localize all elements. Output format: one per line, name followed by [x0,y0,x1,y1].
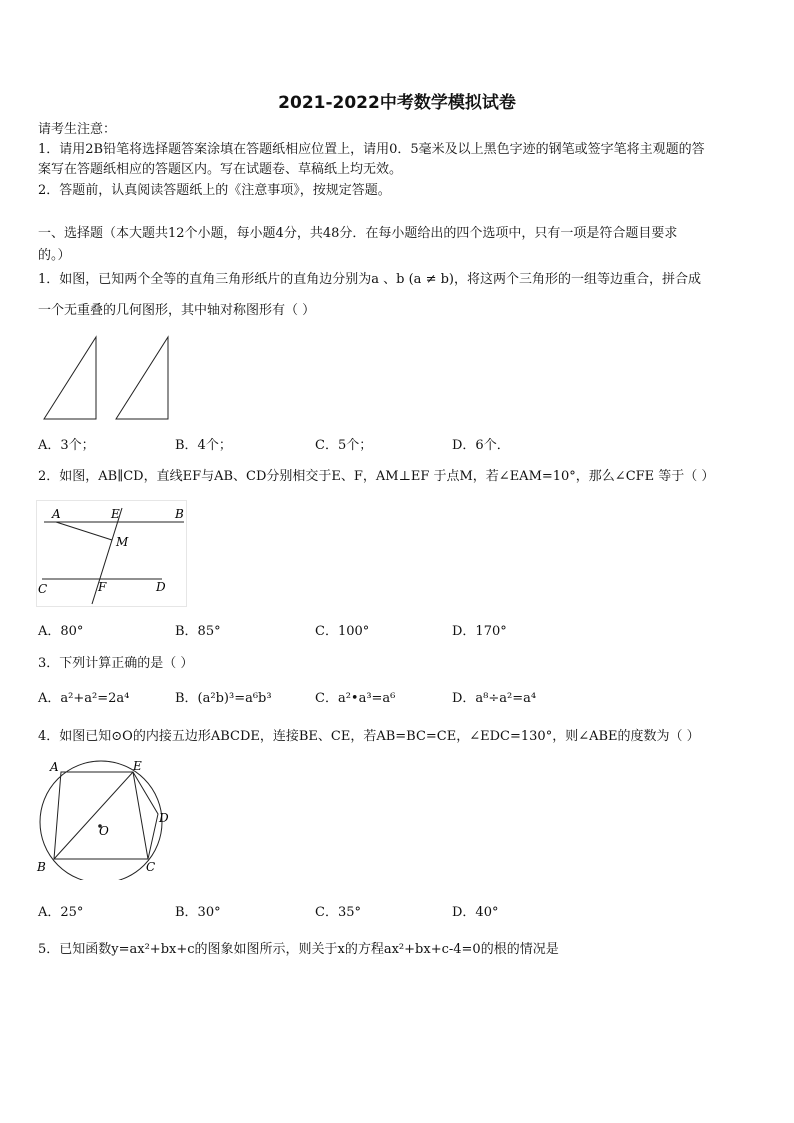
triangle-left [44,337,96,419]
question-4-option-b: B．30° [175,905,221,920]
question-2-line-1: 2．如图，AB∥CD，直线EF与AB、CD分别相交于E、F，AM⊥EF 于点M，若∠EAM=10°，那么∠CFE 等于（ ） [38,469,715,484]
question-1-option-d: D．6个． [452,438,510,453]
section-heading-line-2: 的。） [38,248,71,263]
triangle-right [116,337,168,419]
question-1-line-1: 1．如图，已知两个全等的直角三角形纸片的直角边分别为a 、b (a ≠ b)，将这两个三角形的一组等边重合，拼合成 [38,272,701,287]
segment-be [54,772,133,859]
question-3-option-a: A．a²+a²=2a⁴ [38,691,130,706]
question-4-option-c: C．35° [315,905,361,920]
question-2-option-d: D．170° [452,624,507,639]
question-1-figure [40,333,175,427]
question-3-line-1: 3．下列计算正确的是（ ） [38,656,194,671]
label-a: A [50,760,59,774]
question-4-line-1: 4．如图已知⊙O的内接五边形ABCDE，连接BE、CE，若AB=BC=CE，∠EDC=130°，则∠ABE的度数为（ ） [38,729,700,744]
notice-heading: 请考生注意： [38,122,117,137]
label-c: C [38,582,48,596]
segment-am [56,522,112,540]
question-2-option-a: A．80° [38,624,84,639]
label-e: E [133,759,142,773]
question-5-line-1: 5．已知函数y=ax²+bx+c的图象如图所示，则关于x的方程ax²+bx+c-4=0的根的情况是 [38,942,559,957]
label-m: M [116,535,129,549]
label-b: B [175,507,184,521]
page-title: 2021-2022中考数学模拟试卷 [278,93,516,113]
question-4-option-a: A．25° [38,905,84,920]
label-f: F [98,580,107,594]
question-1-option-b: B．4个； [175,438,232,453]
question-3-option-b: B．(a²b)³=a⁶b³ [175,691,272,706]
label-d: D [159,811,169,825]
question-3-option-d: D．a⁸÷a²=a⁴ [452,691,537,706]
question-1-option-c: C．5个； [315,438,373,453]
question-1-line-2: 一个无重叠的几何图形，其中轴对称图形有（ ） [38,303,316,318]
label-e: E [111,507,120,521]
notice-item-2: 2．答题前，认真阅读答题纸上的《注意事项》，按规定答题。 [38,183,391,198]
label-c: C [146,860,156,874]
question-4-figure [34,758,174,884]
notice-item-1-line-2: 案写在答题纸相应的答题区内。写在试题卷、草稿纸上均无效。 [38,162,403,177]
notice-item-1-line-1: 1．请用2B铅笔将选择题答案涂填在答题纸相应位置上，请用0．5毫米及以上黑色字迹的钢笔或签字笔将主观题的答 [38,142,705,157]
label-a: A [52,507,61,521]
section-heading-line-1: 一、选择题（本大题共12个小题，每小题4分，共48分．在每小题给出的四个选项中，只有一项是符合题目要求 [38,226,678,241]
question-2-option-b: B．85° [175,624,221,639]
question-2-figure [36,500,188,612]
pentagon-abcde [54,772,158,859]
label-d: D [156,580,166,594]
question-3-option-c: C．a²•a³=a⁶ [315,691,396,706]
question-4-option-d: D．40° [452,905,499,920]
label-o: O [99,824,109,838]
question-1-option-a: A．3个； [38,438,95,453]
label-b: B [37,860,46,874]
question-2-option-c: C．100° [315,624,370,639]
circle-o [40,761,162,880]
